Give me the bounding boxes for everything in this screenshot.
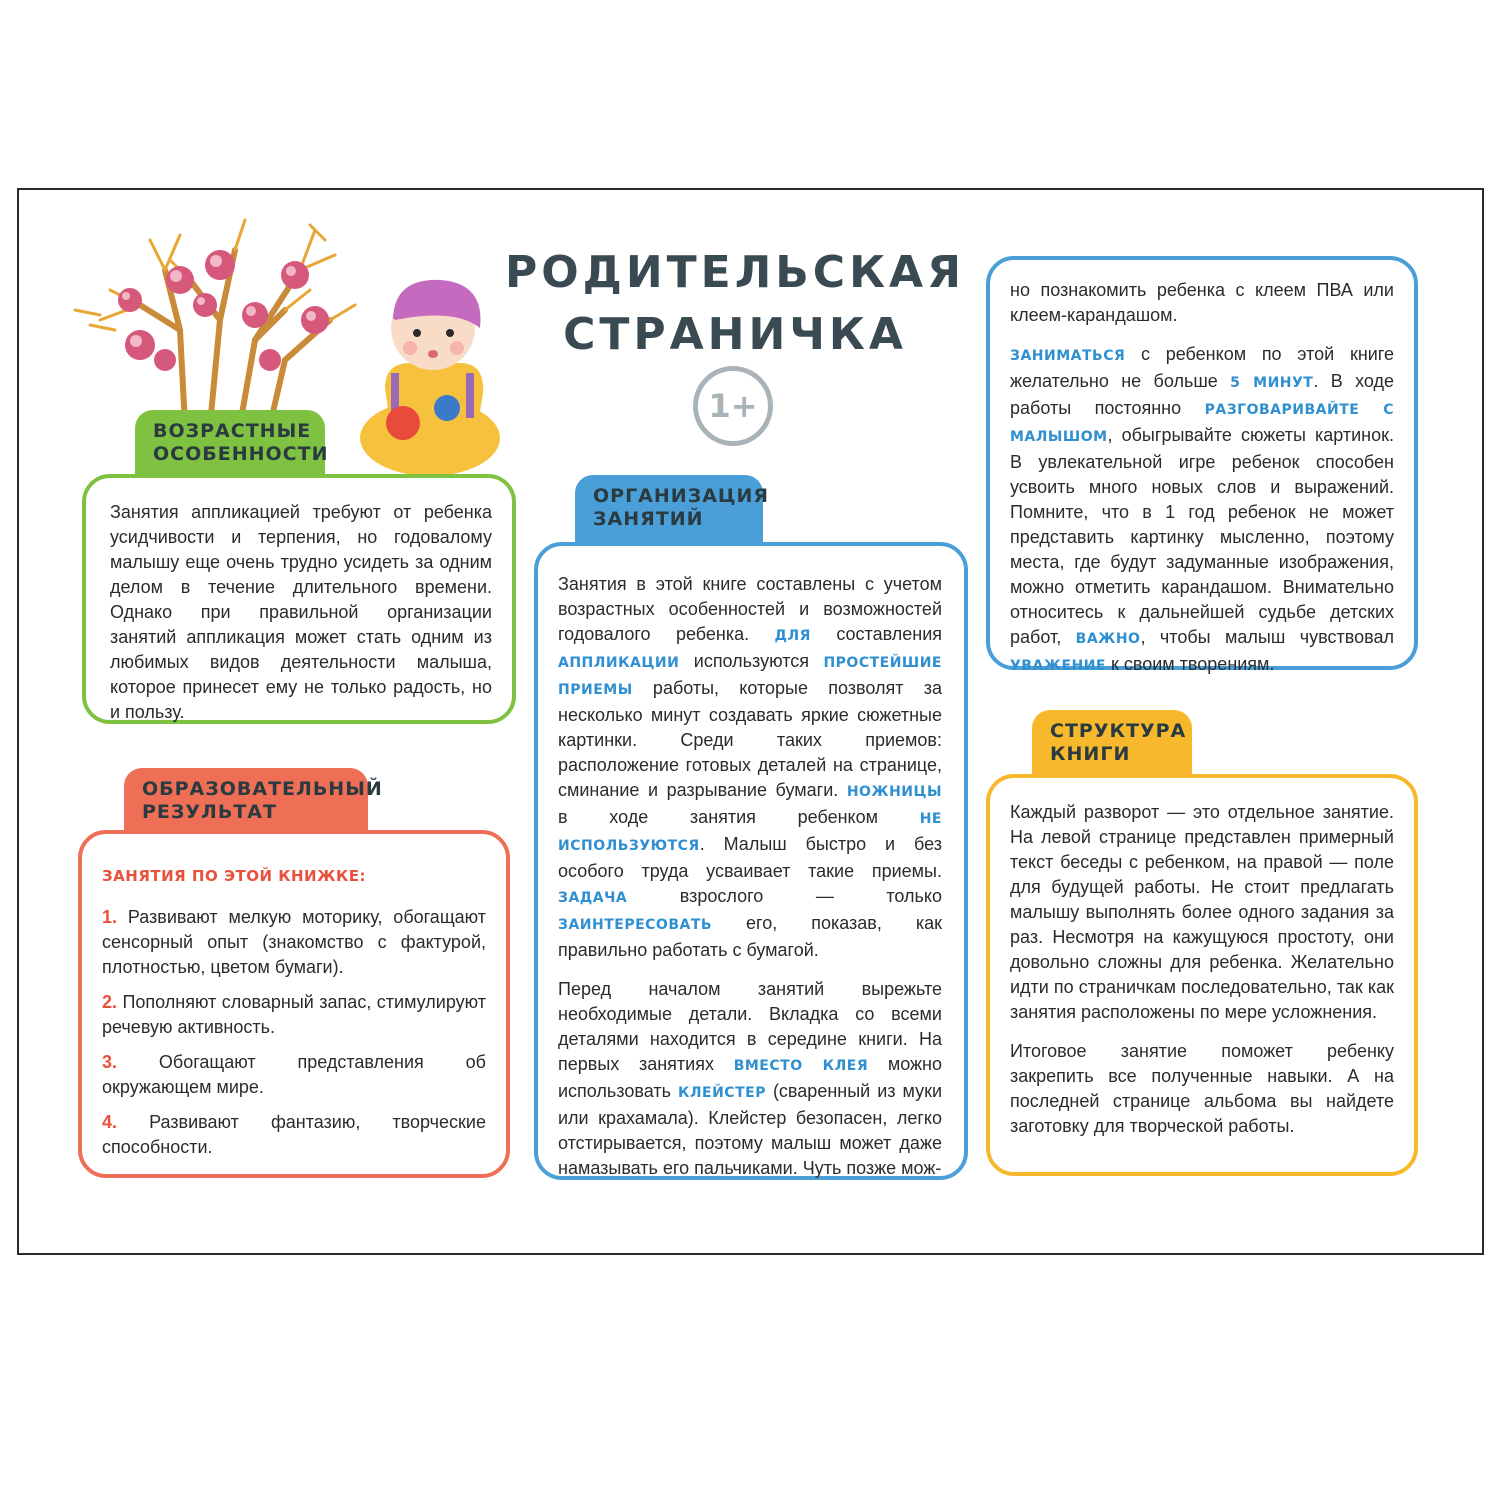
- result-tab-line-2: РЕЗУЛЬТАТ: [142, 801, 277, 823]
- continuation-paragraph-2: [1010, 342, 1394, 679]
- highlight-term: ДЛЯ: [774, 628, 811, 644]
- structure-paragraph-1: Каждый разворот — это отдельное занятие. На левой странице представлен примерный текст беседы с ребенком, на правой — поле для будущей работы. Не стоит предлагать малышу выполнять более одного задания за раз. Несмотря на кажущуюся простоту, они довольно сложны для ребенка. Желательно идти по страничкам последовательно, так как занятия расположены по мере усложнения.: [1010, 802, 1394, 1022]
- text-segment: Перед началом занятий вырежьте необходимые детали. Вкладка со всеми деталями находится в середине книги. На первых занятиях: [558, 979, 942, 1074]
- text-segment: , чтобы малыш чувствовал: [1140, 627, 1394, 647]
- text-segment: составления: [810, 624, 942, 644]
- text-segment: используются: [679, 651, 824, 671]
- highlight-term: ПРОСТЕЙШИЕ ПРИЕМЫ: [558, 655, 942, 698]
- highlight-term: 5 МИНУТ: [1230, 375, 1314, 391]
- highlight-term: ЗАДАЧА: [558, 890, 628, 906]
- organization-paragraph-1: [558, 572, 942, 963]
- text-segment: с ребенком по этой книге желательно не больше: [1010, 344, 1394, 391]
- text-segment: к своим творениям.: [1106, 654, 1275, 674]
- age-badge: 1+: [693, 366, 773, 446]
- text-segment: , обыгрывайте сюжеты картинок. В увлекательной игре ребенок способен усвоить много новых слов и выражений. Помните, что в 1 год ребенок не может представить картинку мысленно, поэтому места, где будут задуманные изображения, можно отметить карандашом. Внимательно относитесь к дальнейшей судьбе детских работ,: [1010, 425, 1394, 647]
- highlight-term: ЗАНИМАТЬСЯ: [1010, 348, 1126, 364]
- text-segment: . Малыш быстро и без особого труда усваивает такие приемы.: [558, 834, 942, 881]
- title-line-2: СТРАНИЧКА: [563, 309, 907, 360]
- text-segment: можно использовать: [558, 1054, 942, 1101]
- title-line-1: РОДИТЕЛЬСКАЯ: [504, 247, 965, 298]
- highlight-term: РАЗГОВАРИВАЙТЕ С МАЛЫШОМ: [1010, 402, 1394, 445]
- structure-tab-line-1: СТРУКТУРА: [1050, 720, 1187, 742]
- age-section-text: Занятия аппликацией требуют от ребенка усидчивости и терпения, но годовалому малышу еще очень трудно усидеть за одним делом в течение длительного времени. Однако при правильной организации занятий аппликация может стать одним из любимых видов деятельности малыша, которое принесет ему не только радость, но и пользу.: [110, 502, 492, 722]
- age-section-tab: [135, 410, 329, 476]
- result-intro: ЗАНЯТИЯ ПО ЭТОЙ КНИЖКЕ:: [102, 867, 366, 885]
- organization-section-tab: [575, 475, 770, 545]
- text-segment: . В ходе работы постоянно: [1010, 371, 1394, 418]
- text-segment: в ходе занятия ребенком: [558, 807, 920, 827]
- text-segment: его, показав, как правильно работать с бумагой.: [558, 913, 942, 960]
- page-title: [500, 242, 970, 366]
- baby-illustration: [355, 268, 515, 478]
- highlight-term: ВАЖНО: [1075, 631, 1141, 647]
- organization-tab-line-1: ОРГАНИЗАЦИЯ: [593, 485, 770, 507]
- result-section-tab: [124, 768, 383, 834]
- result-item-4: 4. Развивают фантазию, творческие способности.: [102, 1112, 486, 1157]
- text-segment: взрослого — только: [627, 886, 942, 906]
- continuation-paragraph-1: но познакомить ребенка с клеем ПВА или клеем-карандашом.: [1010, 280, 1394, 325]
- organization-tab-line-2: ЗАНЯТИЙ: [593, 508, 704, 530]
- organization-paragraph-2: [558, 977, 942, 1181]
- organization-section-box: [534, 542, 968, 1180]
- highlight-term: НОЖНИЦЫ: [846, 784, 942, 800]
- structure-section-box: [986, 774, 1418, 1176]
- age-section-box: [82, 474, 516, 724]
- highlight-term: АППЛИКАЦИИ: [558, 655, 680, 671]
- structure-paragraph-2: Итоговое занятие поможет ребенку закрепить все полученные навыки. А на последней странице альбома вы найдете заготовку для творческой работы.: [1010, 1041, 1394, 1136]
- text-segment: (сваренный из муки или крахамала). Клейстер безопасен, легко отстирывается, поэтому малыш может даже намазывать его пальчиками. Чуть позже мож-: [558, 1081, 942, 1178]
- highlight-term: КЛЕЙСТЕР: [677, 1085, 766, 1101]
- result-item-2: 2. Пополняют словарный запас, стимулируют речевую активность.: [102, 992, 486, 1037]
- structure-section-tab: [1032, 710, 1192, 778]
- highlight-term: НЕ ИСПОЛЬЗУЮТСЯ: [558, 811, 942, 854]
- result-section-box: [78, 830, 510, 1178]
- highlight-term: ЗАИНТЕРЕСОВАТЬ: [558, 917, 713, 933]
- result-tab-line-1: ОБРАЗОВАТЕЛЬНЫЙ: [142, 778, 383, 800]
- age-tab-line-2: ОСОБЕННОСТИ: [153, 443, 329, 465]
- age-tab-line-1: ВОЗРАСТНЫЕ: [153, 420, 312, 442]
- result-item-1: 1. Развивают мелкую моторику, обогащают сенсорный опыт (знакомство с фактурой, плотностью, цветом бумаги).: [102, 907, 486, 977]
- highlight-term: УВАЖЕНИЕ: [1010, 658, 1106, 674]
- structure-tab-line-2: КНИГИ: [1050, 743, 1131, 765]
- text-segment: работы, которые позволят за несколько минут создавать яркие сюжетные картинки. Среди таких приемов: расположение готовых деталей на странице, сминание и разрывание бумаги.: [558, 678, 942, 800]
- blossom-branch-illustration: [70, 210, 360, 430]
- result-item-3: 3. Обогащают представления об окружающем мире.: [102, 1052, 486, 1097]
- text-segment: Занятия в этой книге составлены с учетом возрастных особенностей и возможностей годовалого ребенка.: [558, 574, 942, 644]
- highlight-term: ВМЕСТО КЛЕЯ: [733, 1058, 869, 1074]
- continuation-section-box: [986, 256, 1418, 674]
